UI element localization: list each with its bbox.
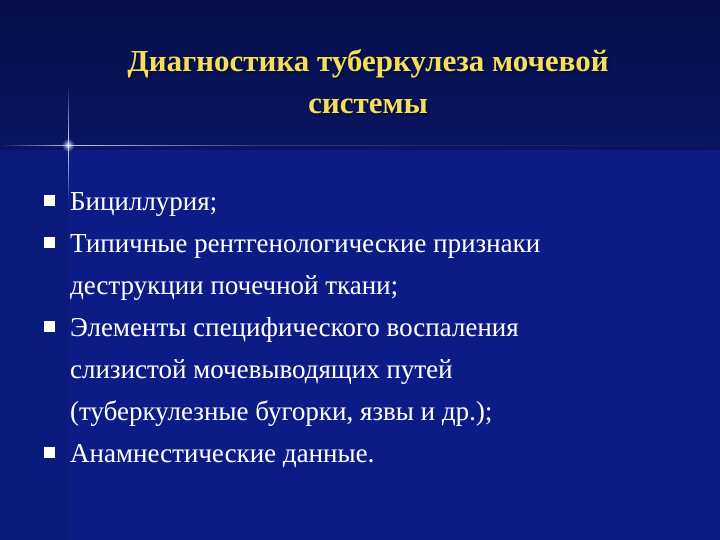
sparkle-icon <box>62 139 75 152</box>
bullet-text-line: Элементы специфического воспаления <box>70 312 519 342</box>
bullet-text-line: (туберкулезные бугорки, язвы и др.); <box>70 396 493 426</box>
bullet-text-line: Анамнестические данные. <box>70 438 375 468</box>
horizontal-divider <box>0 145 720 146</box>
bullet-text-line: слизистой мочевыводящих путей <box>70 354 453 384</box>
title-line-1: Диагностика туберкулеза мочевой <box>127 43 609 78</box>
title-line-2: системы <box>308 85 428 120</box>
bullet-text-line: деструкции почечной ткани; <box>70 270 399 300</box>
bullet-item-bicillury <box>40 180 700 222</box>
square-bullet-icon <box>44 321 55 332</box>
square-bullet-icon <box>44 237 55 248</box>
slide-title <box>68 40 668 124</box>
bullet-item-inflammation <box>40 306 700 432</box>
square-bullet-icon <box>44 447 55 458</box>
square-bullet-icon <box>44 195 55 206</box>
bullet-list <box>40 180 700 474</box>
bullet-item-xray-signs <box>40 222 700 306</box>
bullet-item-anamnesis <box>40 432 700 474</box>
bullet-text-line: Типичные рентгенологические признаки <box>70 228 541 258</box>
bullet-text-line: Бициллурия; <box>70 186 218 216</box>
